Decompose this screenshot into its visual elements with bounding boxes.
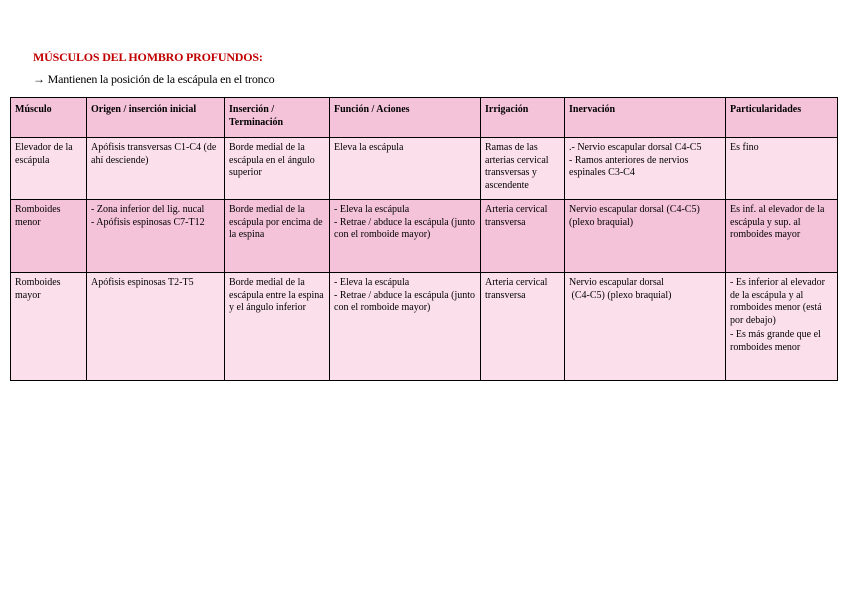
cell-funcion bbox=[330, 273, 481, 381]
cell-musculo bbox=[11, 138, 87, 200]
table-row bbox=[11, 138, 838, 200]
page-subtitle: → Mantienen la posición de la escápula en el tronco bbox=[33, 72, 275, 86]
cell-text: Arteria cervical transversa bbox=[485, 277, 548, 301]
page-title: MÚSCULOS DEL HOMBRO PROFUNDOS: bbox=[33, 50, 263, 64]
cell-irrigacion bbox=[481, 273, 565, 381]
cell-text: Elevador de la escápula bbox=[15, 142, 73, 166]
cell-particularidades bbox=[726, 273, 838, 381]
cell-text: Arteria cervical transversa bbox=[485, 204, 548, 228]
header-musculo: Músculo bbox=[11, 98, 87, 138]
header-funcion: Función / Aciones bbox=[330, 98, 481, 138]
cell-funcion bbox=[330, 138, 481, 200]
cell-irrigacion bbox=[481, 138, 565, 200]
cell-text: .- Nervio escapular dorsal C4-C5 bbox=[569, 142, 702, 153]
cell-funcion bbox=[330, 200, 481, 273]
cell-particularidades bbox=[726, 200, 838, 273]
cell-text: Romboides mayor bbox=[15, 277, 61, 301]
cell-text: Borde medial de la escápula entre la espina y el ángulo inferior bbox=[229, 277, 324, 313]
cell-text: - Eleva la escápula bbox=[334, 204, 410, 215]
cell-text: - Ramos anteriores de nervios espinales C3-C4 bbox=[569, 154, 689, 178]
cell-text: - Apófisis espinosas C7-T12 bbox=[91, 216, 205, 228]
table-row bbox=[11, 200, 838, 273]
cell-text: (C4-C5) (plexo braquial) bbox=[569, 289, 672, 301]
cell-text: Apófisis transversas C1-C4 (de ahí desciende) bbox=[91, 142, 217, 166]
cell-text: Nervio escapular dorsal (C4-C5) (plexo braquial) bbox=[569, 204, 700, 228]
cell-inervacion bbox=[565, 200, 726, 273]
cell-text: - Eleva la escápula bbox=[334, 277, 410, 288]
cell-origen bbox=[87, 138, 225, 200]
cell-text: - Es más grande que el romboides menor bbox=[730, 329, 821, 353]
cell-text: Nervio escapular dorsal bbox=[569, 277, 664, 288]
cell-text: Eleva la escápula bbox=[334, 142, 404, 153]
cell-origen bbox=[87, 200, 225, 273]
cell-text: - Retrae / abduce la escápula (junto con el romboide mayor) bbox=[334, 216, 476, 240]
table-header-row bbox=[11, 98, 838, 138]
cell-irrigacion bbox=[481, 200, 565, 273]
table-row bbox=[11, 273, 838, 381]
cell-insercion bbox=[225, 200, 330, 273]
header-irrigacion: Irrigación bbox=[481, 98, 565, 138]
cell-inervacion bbox=[565, 138, 726, 200]
cell-text: Borde medial de la escápula por encima de la espina bbox=[229, 204, 323, 240]
cell-musculo bbox=[11, 273, 87, 381]
cell-origen bbox=[87, 273, 225, 381]
header-insercion: Inserción / Terminación bbox=[225, 98, 330, 138]
cell-text: - Es inferior al elevador de la escápula y al romboides menor (está por debajo) bbox=[730, 277, 825, 326]
cell-text: Ramas de las arterias cervical transversas y ascendente bbox=[485, 142, 549, 191]
cell-musculo bbox=[11, 200, 87, 273]
cell-inervacion bbox=[565, 273, 726, 381]
header-inervacion: Inervación bbox=[565, 98, 726, 138]
cell-text: - Zona inferior del lig. nucal bbox=[91, 204, 205, 215]
cell-particularidades bbox=[726, 138, 838, 200]
cell-insercion bbox=[225, 138, 330, 200]
header-origen: Origen / inserción inicial bbox=[87, 98, 225, 138]
cell-text: Romboides menor bbox=[15, 204, 61, 228]
cell-text: - Retrae / abduce la escápula (junto con el romboide mayor) bbox=[334, 289, 476, 313]
cell-text: Apófisis espinosas T2-T5 bbox=[91, 277, 194, 288]
cell-text: Borde medial de la escápula en el ángulo superior bbox=[229, 142, 315, 178]
cell-text: Es fino bbox=[730, 142, 759, 153]
cell-text: Es inf. al elevador de la escápula y sup. al romboides mayor bbox=[730, 204, 825, 240]
muscles-table bbox=[10, 97, 838, 381]
cell-insercion bbox=[225, 273, 330, 381]
header-particularidades: Particularidades bbox=[726, 98, 838, 138]
